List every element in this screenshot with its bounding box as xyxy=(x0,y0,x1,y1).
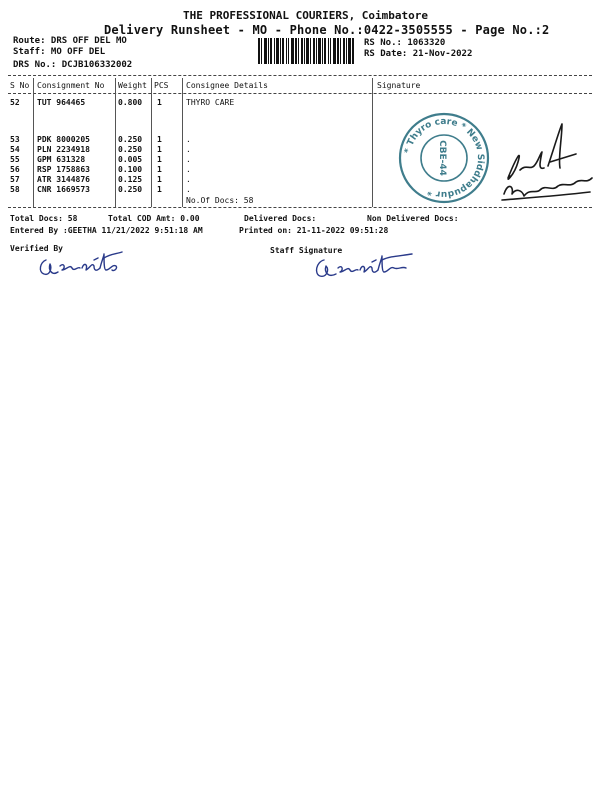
row-consignee: . xyxy=(186,185,191,194)
row-pcs: 1 xyxy=(157,165,162,174)
row-consignee: . xyxy=(186,135,191,144)
row-consignment: GPM 631328 xyxy=(37,155,86,164)
column-divider xyxy=(372,78,373,207)
row-weight: 0.250 xyxy=(118,185,143,194)
company-title: THE PROFESSIONAL COURIERS, Coimbatore xyxy=(183,9,429,22)
row-sno: 55 xyxy=(10,155,20,164)
row-sno: 54 xyxy=(10,145,20,154)
col-header-weight: Weight xyxy=(118,81,147,90)
row-consignee: . xyxy=(186,145,191,154)
receiver-signature xyxy=(496,118,596,210)
row-consignment: RSP 1758863 xyxy=(37,165,90,174)
no-of-docs: No.Of Docs: 58 xyxy=(186,196,254,205)
column-divider xyxy=(151,78,152,207)
staff-signature xyxy=(310,250,414,284)
rs-date: RS Date: 21-Nov-2022 xyxy=(364,49,473,59)
row-weight: 0.250 xyxy=(118,145,143,154)
route-label: Route: DRS OFF DEL MO xyxy=(13,36,127,46)
stamp-code: CBE-44 xyxy=(437,140,447,176)
row-consignee: THYRO CARE xyxy=(186,98,235,107)
rs-number: RS No.: 1063320 xyxy=(364,38,446,48)
runsheet-title: Delivery Runsheet - MO - Phone No.:0422-3505555 - Page No.:2 xyxy=(104,23,550,37)
row-sno: 53 xyxy=(10,135,20,144)
row-consignment: ATR 3144876 xyxy=(37,175,90,184)
row-pcs: 1 xyxy=(157,155,162,164)
row-pcs: 1 xyxy=(157,185,162,194)
row-pcs: 1 xyxy=(157,135,162,144)
verifier-signature xyxy=(34,248,124,282)
col-header-sno: S No xyxy=(10,81,30,90)
row-consignment: TUT 964465 xyxy=(37,98,86,107)
svg-text:* Thyro care * New Siddhapudur: * Thyro care * New Siddhapudur * xyxy=(403,116,486,200)
row-pcs: 1 xyxy=(157,175,162,184)
barcode xyxy=(258,38,354,64)
row-weight: 0.005 xyxy=(118,155,143,164)
row-weight: 0.125 xyxy=(118,175,143,184)
col-header-consignee: Consignee Details xyxy=(186,81,268,90)
row-sno: 57 xyxy=(10,175,20,184)
non-delivered-docs: Non Delivered Docs: xyxy=(367,214,459,223)
column-divider xyxy=(115,78,116,207)
row-sno: 56 xyxy=(10,165,20,174)
row-sno: 58 xyxy=(10,185,20,194)
row-consignee: . xyxy=(186,175,191,184)
col-header-pcs: PCS xyxy=(154,81,169,90)
table-header-rule xyxy=(8,93,592,94)
row-consignee: . xyxy=(186,165,191,174)
col-header-consignment: Consignment No xyxy=(37,81,105,90)
entered-by: Entered By :GEETHA 11/21/2022 9:51:18 AM xyxy=(10,226,203,235)
row-weight: 0.100 xyxy=(118,165,143,174)
table-top-rule xyxy=(8,75,592,76)
total-docs: Total Docs: 58 xyxy=(10,214,78,223)
row-weight: 0.800 xyxy=(118,98,143,107)
row-consignment: PLN 2234918 xyxy=(37,145,90,154)
drs-number: DRS No.: DCJB106332002 xyxy=(13,60,133,70)
column-divider xyxy=(182,78,183,207)
delivered-docs: Delivered Docs: xyxy=(244,214,317,223)
total-cod-amount: Total COD Amt: 0.00 xyxy=(108,214,200,223)
row-pcs: 1 xyxy=(157,145,162,154)
row-weight: 0.250 xyxy=(118,135,143,144)
printed-on: Printed on: 21-11-2022 09:51:28 xyxy=(239,226,389,235)
row-consignment: CNR 1669573 xyxy=(37,185,90,194)
row-sno: 52 xyxy=(10,98,20,107)
company-stamp xyxy=(398,112,490,204)
row-consignment: PDK 8000205 xyxy=(37,135,90,144)
staff-label: Staff: MO OFF DEL xyxy=(13,47,106,57)
row-pcs: 1 xyxy=(157,98,162,107)
column-divider xyxy=(33,78,34,207)
row-consignee: . xyxy=(186,155,191,164)
verified-by-label: Verified By xyxy=(10,244,63,253)
col-header-signature: Signature xyxy=(377,81,421,90)
staff-signature-label: Staff Signature xyxy=(270,246,343,255)
